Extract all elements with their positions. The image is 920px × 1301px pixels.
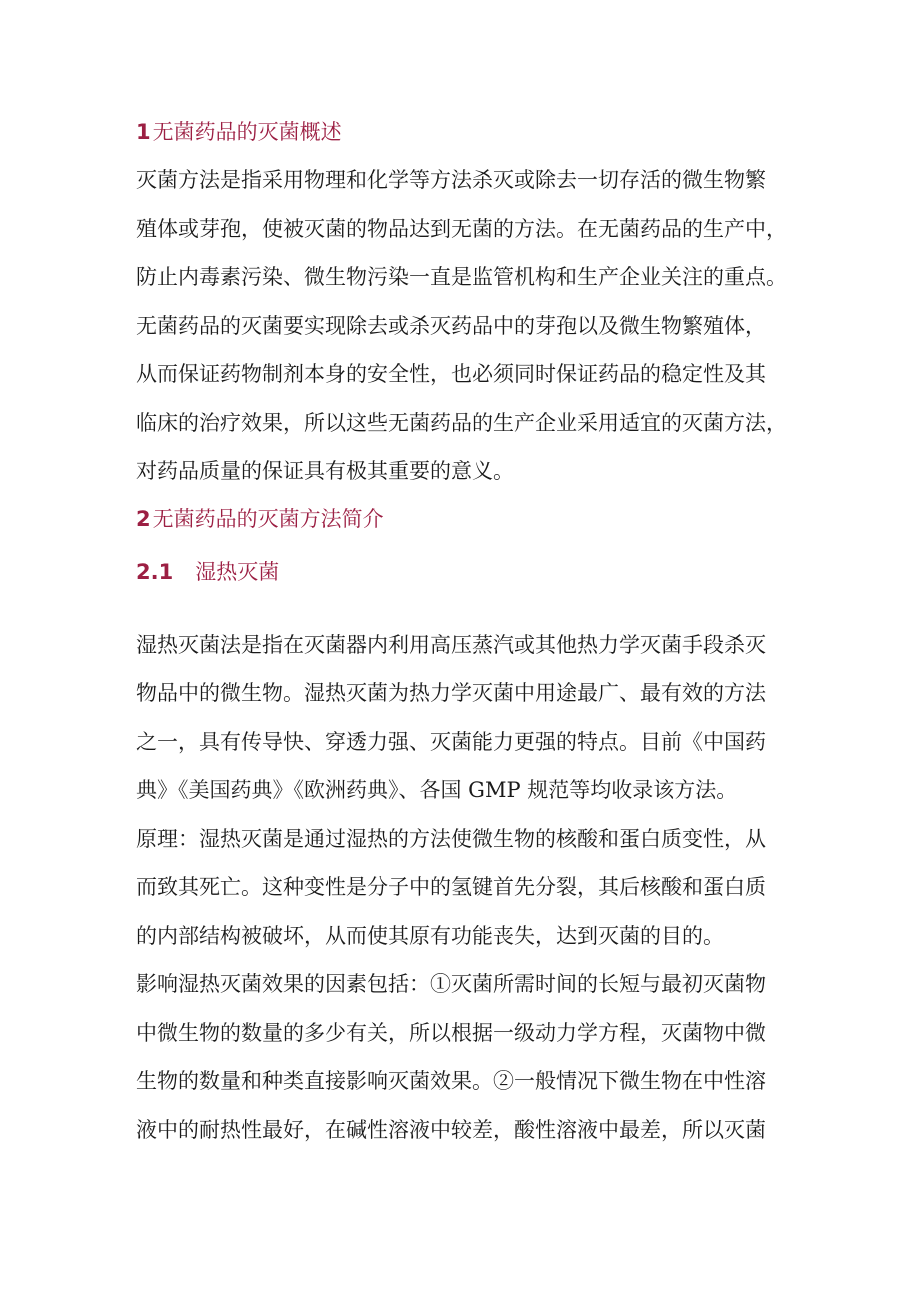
paragraph-line: 原理：湿热灭菌是通过湿热的方法使微生物的核酸和蛋白质变性，从 [136,827,766,851]
section-2-number: 2 [136,507,151,531]
paragraph-line: 生物的数量和种类直接影响灭菌效果。②一般情况下微生物在中性溶 [136,1069,766,1093]
paragraph-line: 影响湿热灭菌效果的因素包括：①灭菌所需时间的长短与最初灭菌物 [136,972,766,996]
paragraph-line: 之一，具有传导快、穿透力强、灭菌能力更强的特点。目前《中国药 [136,730,766,754]
paragraph-line: 中微生物的数量的多少有关，所以根据一级动力学方程，灭菌物中微 [136,1021,766,1045]
paragraph-line: 临床的治疗效果，所以这些无菌药品的生产企业采用适宜的灭菌方法， [136,411,787,435]
section-2-1-title: 湿热灭菌 [195,560,280,584]
paragraph-line: 对药品质量的保证具有极其重要的意义。 [136,459,514,483]
section-2-heading [136,504,384,534]
section-2-1-heading [136,557,279,587]
section-1-number: 1 [136,120,151,144]
paragraph-line: 无菌药品的灭菌要实现除去或杀灭药品中的芽孢以及微生物繁殖体， [136,314,766,338]
paragraph-line: 液中的耐热性最好，在碱性溶液中较差，酸性溶液中最差，所以灭菌 [136,1118,766,1142]
paragraph-line: 从而保证药物制剂本身的安全性，也必须同时保证药品的稳定性及其 [136,362,766,386]
paragraph-line: 湿热灭菌法是指在灭菌器内利用高压蒸汽或其他热力学灭菌手段杀灭 [136,633,766,657]
paragraph-line: 的内部结构被破坏，从而使其原有功能丧失，达到灭菌的目的。 [136,924,724,948]
section-1-title: 无菌药品的灭菌概述 [152,120,342,144]
paragraph-line: 灭菌方法是指采用物理和化学等方法杀灭或除去一切存活的微生物繁 [136,168,766,192]
section-1-heading [136,117,342,147]
paragraph-line: 殖体或芽孢，使被灭菌的物品达到无菌的方法。在无菌药品的生产中， [136,217,787,241]
paragraph-line: 物品中的微生物。湿热灭菌为热力学灭菌中用途最广、最有效的方法 [136,681,766,705]
paragraph-line: 而致其死亡。这种变性是分子中的氢键首先分裂，其后核酸和蛋白质 [136,875,766,899]
section-2-title: 无菌药品的灭菌方法简介 [152,507,384,531]
paragraph-line: 防止内毒素污染、微生物污染一直是监管机构和生产企业关注的重点。 [136,265,787,289]
section-2-1-number: 2.1 [136,560,174,584]
paragraph-line: 典》《美国药典》《欧洲药典》、各国 GMP 规范等均收录该方法。 [136,778,738,802]
